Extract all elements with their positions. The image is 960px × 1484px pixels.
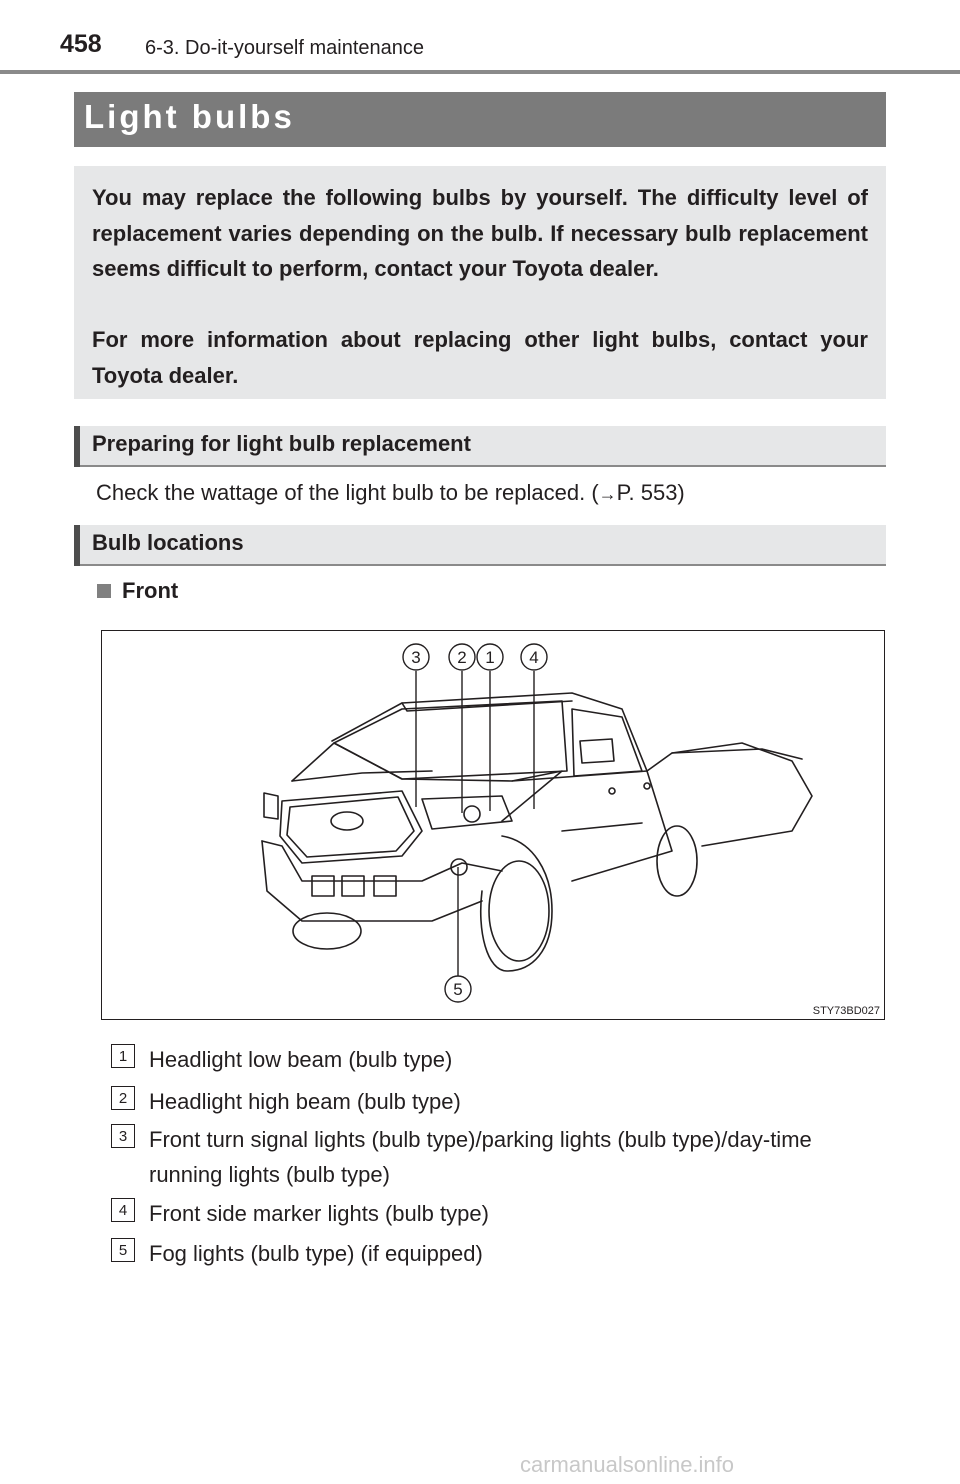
subheading-text: Preparing for light bulb replacement bbox=[92, 431, 471, 456]
legend-number: 2 bbox=[111, 1086, 135, 1110]
section-title: 6-3. Do-it-yourself maintenance bbox=[145, 37, 425, 59]
legend-text: Headlight low beam (bulb type) bbox=[149, 1047, 453, 1072]
subheading-preparing bbox=[74, 426, 886, 467]
callout-3: 3 bbox=[411, 648, 421, 667]
callout-2: 2 bbox=[457, 648, 467, 667]
page-reference-link[interactable]: P. 553) bbox=[616, 480, 685, 505]
legend-text: Fog lights (bulb type) (if equipped) bbox=[149, 1241, 483, 1266]
truck-illustration bbox=[101, 630, 885, 1020]
arrow-icon: → bbox=[598, 484, 617, 504]
callout-4: 4 bbox=[529, 648, 539, 667]
figure-code: STY73BD027 bbox=[812, 1005, 880, 1017]
subheading-marker bbox=[74, 525, 80, 566]
front-heading bbox=[122, 578, 178, 604]
legend-number: 4 bbox=[111, 1198, 135, 1222]
legend-number: 3 bbox=[111, 1124, 135, 1148]
callout-5: 5 bbox=[453, 980, 463, 999]
legend-text: Front turn signal lights (bulb type)/parking lights (bulb type)/day-time running lights (bulb type) bbox=[149, 1127, 812, 1187]
intro-paragraph: For more information about replacing other light bulbs, contact your Toyota dealer. bbox=[92, 327, 868, 388]
page-title: Light bulbs bbox=[84, 98, 295, 135]
callout-1: 1 bbox=[485, 648, 495, 667]
subheading-text: Bulb locations bbox=[92, 530, 244, 555]
wattage-instruction bbox=[96, 480, 685, 506]
legend-number: 5 bbox=[111, 1238, 135, 1262]
instruction-text: Check the wattage of the light bulb to be replaced. ( bbox=[96, 480, 599, 505]
legend-text: Front side marker lights (bulb type) bbox=[149, 1201, 489, 1226]
legend-number: 1 bbox=[111, 1044, 135, 1068]
intro-paragraph: You may replace the following bulbs by yourself. The difficulty level of replacement varies depending on the bulb. If necessary bulb replacement seems difficult to perform, contact your Toyota dealer. bbox=[92, 185, 868, 281]
truck-drawing bbox=[102, 631, 884, 1019]
front-label: Front bbox=[122, 578, 179, 603]
square-bullet-icon bbox=[97, 584, 111, 598]
subheading-marker bbox=[74, 426, 80, 467]
intro-box bbox=[74, 166, 886, 399]
page-number: 458 bbox=[60, 30, 102, 58]
legend-text: Headlight high beam (bulb type) bbox=[149, 1089, 461, 1114]
watermark: carmanualsonline.info bbox=[520, 1452, 735, 1477]
header-divider bbox=[0, 70, 960, 74]
subheading-bulb-locations bbox=[74, 525, 886, 566]
